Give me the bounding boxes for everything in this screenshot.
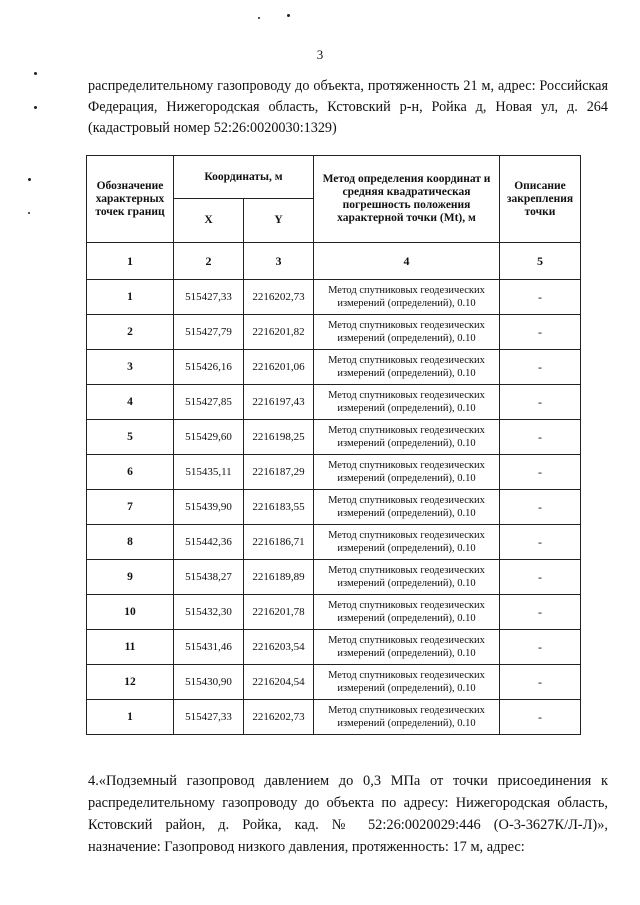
table-row (87, 525, 581, 560)
column-number: 3 (244, 243, 314, 280)
coordinates-table (86, 155, 581, 735)
column-number-row (87, 243, 581, 280)
cell-point: 2 (87, 315, 174, 350)
cell-fix: - (500, 560, 581, 595)
cell-y: 2216201,06 (244, 350, 314, 385)
cell-point: 11 (87, 630, 174, 665)
header-x: X (174, 199, 244, 243)
header-y: Y (244, 199, 314, 243)
cell-x: 515429,60 (174, 420, 244, 455)
section-4-paragraph: 4.«Подземный газопровод давлением до 0,3 МПа от точки присоединения к распределительному газопроводу до объекта по адресу: Нижегородская область, Кстовский район, д. Ройка, кад. № 52:26:0020029:446 (О-3-3627К/Л-Л)», назначение: Газопровод низкого давления, протяженность: 17 м, адрес: (88, 773, 608, 855)
cell-x: 515427,79 (174, 315, 244, 350)
cell-point: 10 (87, 595, 174, 630)
column-number: 5 (500, 243, 581, 280)
column-number: 2 (174, 243, 244, 280)
table-row (87, 280, 581, 315)
cell-x: 515430,90 (174, 665, 244, 700)
header-coordinates: Координаты, м (174, 156, 314, 199)
cell-point: 8 (87, 525, 174, 560)
scan-speck (28, 212, 30, 214)
cell-fix: - (500, 385, 581, 420)
table-row (87, 560, 581, 595)
cell-fix: - (500, 630, 581, 665)
cell-fix: - (500, 455, 581, 490)
table-row (87, 665, 581, 700)
cell-point: 1 (87, 700, 174, 735)
page-number: 3 (316, 47, 324, 62)
cell-y: 2216201,78 (244, 595, 314, 630)
cell-method: Метод спутниковых геодезических измерений (определений), 0.10 (314, 315, 500, 350)
cell-point: 9 (87, 560, 174, 595)
cell-point: 12 (87, 665, 174, 700)
table-row (87, 420, 581, 455)
cell-y: 2216197,43 (244, 385, 314, 420)
cell-method: Метод спутниковых геодезических измерений (определений), 0.10 (314, 595, 500, 630)
cell-y: 2216201,82 (244, 315, 314, 350)
table-row (87, 595, 581, 630)
cell-x: 515426,16 (174, 350, 244, 385)
cell-y: 2216187,29 (244, 455, 314, 490)
cell-method: Метод спутниковых геодезических измерений (определений), 0.10 (314, 280, 500, 315)
cell-point: 6 (87, 455, 174, 490)
cell-x: 515432,30 (174, 595, 244, 630)
table-row (87, 490, 581, 525)
scan-speck (34, 72, 37, 75)
cell-x: 515442,36 (174, 525, 244, 560)
cell-y: 2216186,71 (244, 525, 314, 560)
cell-fix: - (500, 350, 581, 385)
scan-speck (34, 106, 37, 109)
cell-method: Метод спутниковых геодезических измерений (определений), 0.10 (314, 630, 500, 665)
cell-method: Метод спутниковых геодезических измерений (определений), 0.10 (314, 700, 500, 735)
cell-method: Метод спутниковых геодезических измерений (определений), 0.10 (314, 525, 500, 560)
cell-y: 2216198,25 (244, 420, 314, 455)
cell-point: 1 (87, 280, 174, 315)
cell-method: Метод спутниковых геодезических измерений (определений), 0.10 (314, 420, 500, 455)
cell-x: 515435,11 (174, 455, 244, 490)
cell-y: 2216202,73 (244, 700, 314, 735)
column-number: 4 (314, 243, 500, 280)
cell-x: 515439,90 (174, 490, 244, 525)
header-description: Описание закрепления точки (500, 156, 581, 243)
cell-point: 4 (87, 385, 174, 420)
table-row (87, 700, 581, 735)
cell-point: 5 (87, 420, 174, 455)
cell-y: 2216189,89 (244, 560, 314, 595)
table-body (87, 280, 581, 735)
cell-x: 515431,46 (174, 630, 244, 665)
cell-y: 2216204,54 (244, 665, 314, 700)
cell-fix: - (500, 525, 581, 560)
cell-fix: - (500, 665, 581, 700)
cell-y: 2216202,73 (244, 280, 314, 315)
cell-x: 515438,27 (174, 560, 244, 595)
cell-method: Метод спутниковых геодезических измерений (определений), 0.10 (314, 385, 500, 420)
cell-x: 515427,33 (174, 700, 244, 735)
cell-fix: - (500, 595, 581, 630)
cell-fix: - (500, 280, 581, 315)
cell-method: Метод спутниковых геодезических измерений (определений), 0.10 (314, 665, 500, 700)
column-number: 1 (87, 243, 174, 280)
cell-fix: - (500, 700, 581, 735)
cell-x: 515427,33 (174, 280, 244, 315)
table-row (87, 315, 581, 350)
scan-speck (28, 178, 31, 181)
cell-point: 7 (87, 490, 174, 525)
cell-fix: - (500, 420, 581, 455)
table-row (87, 630, 581, 665)
intro-paragraph: распределительному газопроводу до объекта, протяженность 21 м, адрес: Российская Федерация, Нижегородская область, Кстовский р-н, Ройка д, Новая ул, д. 264 (кадастровый номер 52:26:0020030:1329) (88, 78, 608, 136)
cell-fix: - (500, 490, 581, 525)
cell-method: Метод спутниковых геодезических измерений (определений), 0.10 (314, 350, 500, 385)
scan-speck (287, 14, 290, 17)
cell-y: 2216183,55 (244, 490, 314, 525)
cell-fix: - (500, 315, 581, 350)
cell-method: Метод спутниковых геодезических измерений (определений), 0.10 (314, 490, 500, 525)
cell-method: Метод спутниковых геодезических измерений (определений), 0.10 (314, 560, 500, 595)
table-row (87, 455, 581, 490)
header-designation: Обозначение характерных точек границ (87, 156, 174, 243)
table-row (87, 350, 581, 385)
cell-point: 3 (87, 350, 174, 385)
cell-method: Метод спутниковых геодезических измерений (определений), 0.10 (314, 455, 500, 490)
scan-speck (258, 17, 260, 19)
table-row (87, 385, 581, 420)
header-method: Метод определения координат и средняя квадратическая погрешность положения характерной точки (Mt), м (314, 156, 500, 243)
cell-y: 2216203,54 (244, 630, 314, 665)
cell-x: 515427,85 (174, 385, 244, 420)
